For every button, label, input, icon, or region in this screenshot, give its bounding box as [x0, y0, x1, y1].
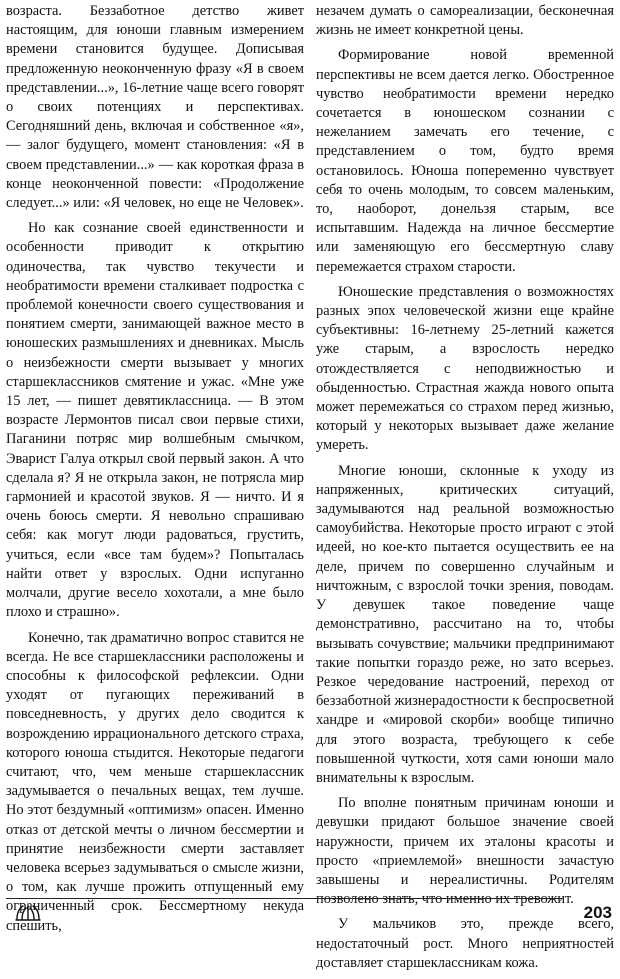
right-paragraph-6: У мальчиков это, прежде всего, недостаточный рост. Много неприятностей доставляет старшеклассникам кожа.	[316, 916, 614, 971]
footer-rule	[6, 898, 562, 899]
page-number: 203	[583, 903, 612, 922]
right-paragraph-2: Формирование новой временной перспективы не всем дается легко. Обостренное чувство необратимости времени нередко сочетается в юношеском сознании с нежеланием замечать его течение, с представлением о том, будто время остановилось. Юноша попеременно чувствует себя то очень молодым, то совсем маленьким, то, наоборот, донельзя старым, все испытавшим. Надежда на личное бессмертие или заменяющую его бессмертную славу перемежается страхом старости.	[316, 47, 614, 275]
right-column	[316, 2, 614, 979]
left-column	[6, 2, 304, 942]
left-paragraph-1: возраста. Беззаботное детство живет настоящим, для юноши главным измерением времени становится будущее. Дописывая предложенную неоконченную фразу «Я в своем представлении...», 16-летние чаще всего говорят о своих потенциях и перспективах. Сегодняшний день, включая и собственное «я», — залог будущего, момент становления: «Я в своем представлении...» — как короткая фраза в конце неоконченной повести: «Продолжение следует...» или: «Я человек, но еще не Человек».	[6, 3, 304, 212]
right-paragraph-3: Юношеские представления о возможностях разных эпох человеческой жизни еще крайне субъективны: 16-летнему 25-летний кажется уже старым, а взрослость нередко отождествляется с неподвижностью и обыденностью. Страстная жажда нового опыта может перемежаться со страхом перед жизнью, который у некоторых вызывает даже желание умереть.	[316, 283, 614, 454]
publisher-logo-icon	[14, 902, 42, 922]
right-paragraph-1: незачем думать о самореализации, бесконечная жизнь не имеет конкретной цены.	[316, 3, 614, 39]
left-paragraph-2: Но как сознание своей единственности и особенности приводит к открытию одиночества, так чувство текучести и необратимости времени сталкивает подростка с проблемой конечности своего существования и понятием смерти, занимающей важное место в юношеских размышлениях и дневниках. Мысль о неизбежности смерти вызывает у многих старшеклассников смятение и ужас. «Мне уже 15 лет, — пишет девятиклассница. — В этом возрасте Лермонтов писал свои первые стихи, Паганини потряс мир волшебным смычком, Эварист Галуа открыл свой первый закон. А что сделала я? Я не открыла закон, не потрясла мир гармонией и красотой звуков. Я — ничто. И я очень боюсь смерти. Я невольно спрашиваю себя: как могут люди радоваться, грустить, учиться, если «все там будем»? Попыталась найти ответ у взрослых. Одни испуганно молчали, другие весело хохотали, а мне было плохо и страшно».	[6, 220, 304, 621]
left-paragraph-3: Конечно, так драматично вопрос ставится не всегда. Не все старшеклассники расположены и способны к философской рефлексии. Одни уходят от пугающих переживаний в повседневность, у других дело сводится к возрождению иррационального детского страха, которого юноша стыдится. Некоторые педагоги считают, что, чем меньше старшеклассник задумывается о печальных вещах, тем лучше. Но этот бездумный «оптимизм» опасен. Именно отказ от детской мечты о личном бессмертии и принятие неизбежности смерти заставляет человека всерьез задумываться о смысле жизни, о том, как лучше прожить отпущенный ему ограниченный срок. Бессмертному некуда спешить,	[6, 629, 304, 934]
right-paragraph-5: По вполне понятным причинам юноши и девушки придают большое значение своей наружности, причем их эталоны красоты и просто «приемлемой» внешности зачастую завышены и нереалистичны. Родителям позволено знать, что именно их тревожит.	[316, 795, 614, 908]
right-paragraph-4: Многие юноши, склонные к уходу из напряженных, критических ситуаций, задумываются над реальной возможностью самоубийства. Некоторые просто играют с этой идеей, но кое-кто пытается осуществить ее на деле, причем по совершенно случайным и ничтожным, с взрослой точки зрения, поводам. У девушек такое поведение чаще демонстративно, рассчитано на то, чтобы вызывать сочувствие; мальчики предпринимают такие попытки гораздо реже, но зато всерьез. Резкое чередование настроений, переход от беззаботной жизнерадостности к беспросветной хандре и «мировой скорби» вообще типично для этого возраста, требующего к себе повышенной чуткости, хотя сами юноши мало внимательны к взрослым.	[316, 462, 614, 786]
